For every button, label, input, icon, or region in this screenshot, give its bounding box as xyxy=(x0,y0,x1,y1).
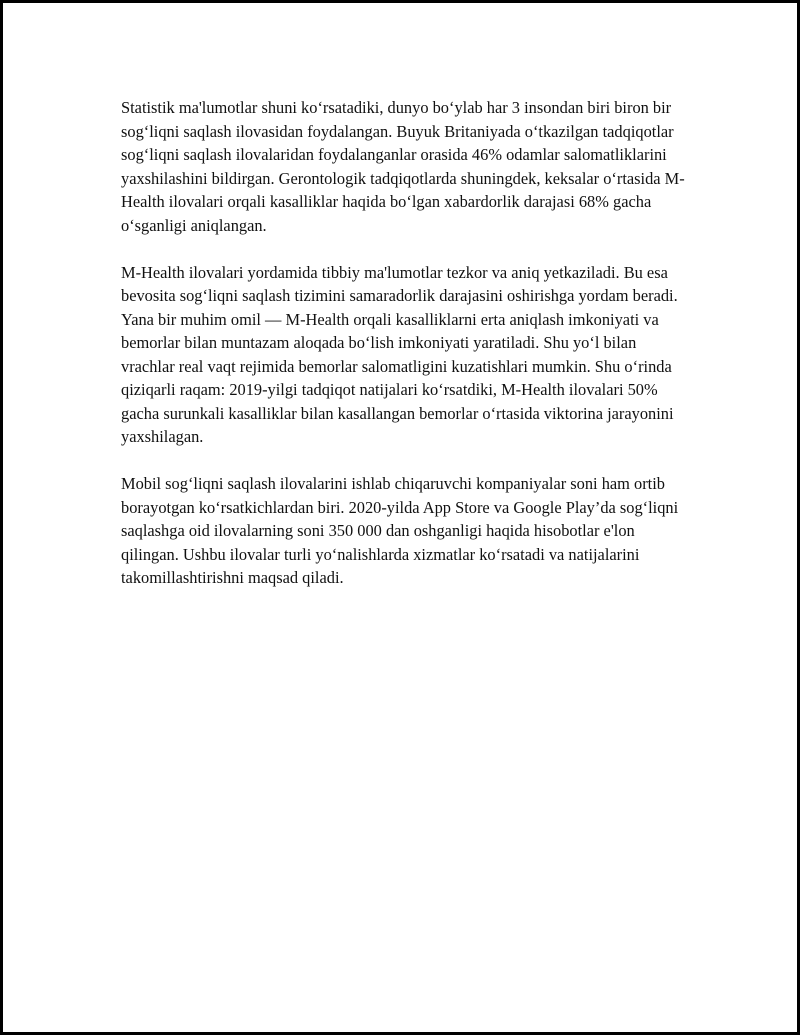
document-body xyxy=(121,96,691,590)
paragraph-mhealth-benefits: M-Health ilovalari yordamida tibbiy ma'lumotlar tezkor va aniq yetkaziladi. Bu esa bevosita sog‘liqni saqlash tizimini samaradorlik darajasini oshirishga yordam beradi. Yana bir muhim omil — M-Health orqali kasalliklarni erta aniqlash imkoniyati va bemorlar bilan muntazam aloqada bo‘lish imkoniyati yaratiladi. Shu yo‘l bilan vrachlar real vaqt rejimida bemorlar salomatligini kuzatishlari mumkin. Shu o‘rinda qiziqarli raqam: 2019-yilgi tadqiqot natijalari ko‘rsatdiki, M-Health ilovalari 50% gacha surunkali kasalliklar bilan kasallangan bemorlar o‘rtasida viktorina jarayonini yaxshilagan. xyxy=(121,262,678,446)
paragraph-statistics: Statistik ma'lumotlar shuni ko‘rsatadiki, dunyo bo‘ylab har 3 insondan biri biron bir sog‘liqni saqlash ilovasidan foydalangan. Buyuk Britaniyada o‘tkazilgan tadqiqotlar sog‘liqni saqlash ilovalaridan foydalanganlar orasida 46% odamlar salomatliklarini yaxshilashini bildirgan. Gerontologik tadqiqotlarda shuningdek, keksalar o‘rtasida M-Health ilovalari orqali kasalliklar haqida bo‘lgan xabardorlik darajasi 68% gacha o‘sganligi aniqlangan. xyxy=(121,98,685,235)
paragraph-app-market: Mobil sog‘liqni saqlash ilovalarini ishlab chiqaruvchi kompaniyalar soni ham ortib borayotgan ko‘rsatkichlardan biri. 2020-yilda App Store va Google Play’da sog‘liqni saqlashga oid ilovalarning soni 350 000 dan oshganligi haqida hisobotlar e'lon qilingan. Ushbu ilovalar turli yo‘nalishlarda xizmatlar ko‘rsatadi va natijalarini takomillashtirishni maqsad qiladi. xyxy=(121,474,679,587)
